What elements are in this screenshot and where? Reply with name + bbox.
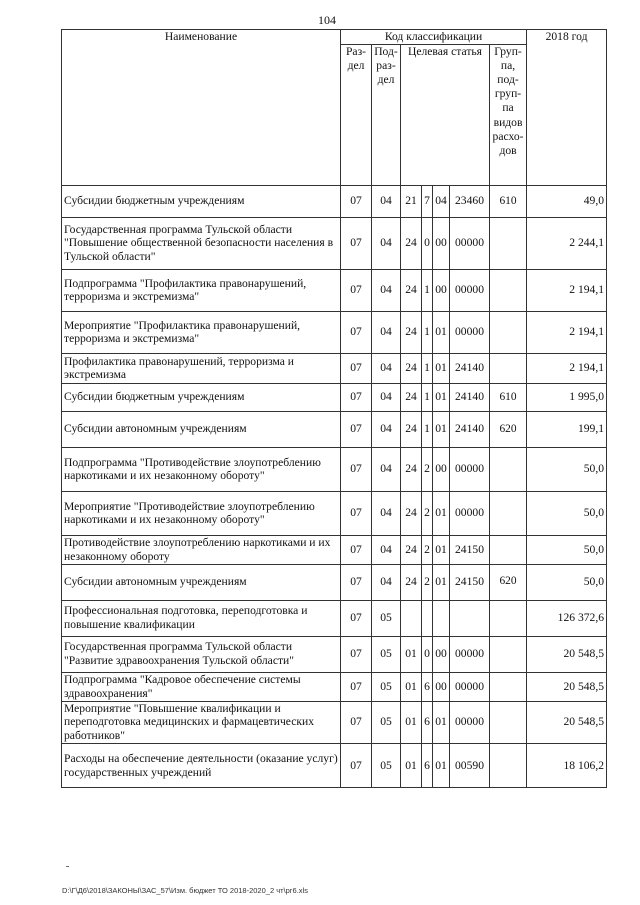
table-row <box>62 564 607 600</box>
row-target-direction: 24140 <box>450 411 490 447</box>
row-target-event: 01 <box>433 564 450 600</box>
row-target-event: 01 <box>433 411 450 447</box>
row-target-program: 01 <box>401 744 422 788</box>
row-target-direction <box>450 600 490 636</box>
table-row <box>62 269 607 311</box>
row-target-program: 24 <box>401 491 422 535</box>
table-row <box>62 491 607 535</box>
row-target-program: 01 <box>401 672 422 701</box>
page-number: 104 <box>318 13 336 27</box>
row-target-program: 24 <box>401 411 422 447</box>
row-target-program: 24 <box>401 383 422 411</box>
row-target-subprogram: 0 <box>422 636 433 672</box>
row-expense-group <box>490 217 527 269</box>
row-amount: 199,1 <box>527 411 607 447</box>
row-target-subprogram <box>422 600 433 636</box>
row-amount: 1 995,0 <box>527 383 607 411</box>
row-expense-group <box>490 672 527 701</box>
row-target-event: 01 <box>433 383 450 411</box>
row-target-event <box>433 600 450 636</box>
row-subsection: 04 <box>372 269 401 311</box>
row-name: Подпрограмма "Противодействие злоупотреблению наркотиками и их незаконному обороту" <box>62 447 341 491</box>
table-row <box>62 701 607 744</box>
row-expense-group: 620 <box>490 564 527 600</box>
table-row <box>62 217 607 269</box>
row-section: 07 <box>341 447 372 491</box>
row-section: 07 <box>341 535 372 564</box>
row-expense-group <box>490 636 527 672</box>
row-amount: 50,0 <box>527 535 607 564</box>
row-section: 07 <box>341 185 372 217</box>
row-target-direction: 00000 <box>450 672 490 701</box>
row-target-subprogram: 2 <box>422 535 433 564</box>
row-amount: 126 372,6 <box>527 600 607 636</box>
row-target-program: 24 <box>401 564 422 600</box>
row-target-subprogram: 1 <box>422 411 433 447</box>
row-target-direction: 00000 <box>450 491 490 535</box>
row-target-program: 01 <box>401 701 422 744</box>
row-name: Расходы на обеспечение деятельности (оказание услуг) государственных учреждений <box>62 744 341 788</box>
row-target-event: 00 <box>433 447 450 491</box>
row-section: 07 <box>341 411 372 447</box>
row-expense-group: 620 <box>490 411 527 447</box>
row-section: 07 <box>341 564 372 600</box>
row-section: 07 <box>341 383 372 411</box>
row-amount: 20 548,5 <box>527 636 607 672</box>
row-amount: 2 194,1 <box>527 353 607 383</box>
row-target-program: 24 <box>401 311 422 353</box>
row-target-direction: 24150 <box>450 535 490 564</box>
row-expense-group: 610 <box>490 383 527 411</box>
budget-table <box>61 29 607 788</box>
row-amount: 50,0 <box>527 491 607 535</box>
row-target-subprogram: 6 <box>422 744 433 788</box>
row-expense-group <box>490 535 527 564</box>
row-target-direction: 24150 <box>450 564 490 600</box>
row-name: Профилактика правонарушений, терроризма и экстремизма <box>62 353 341 383</box>
row-target-subprogram: 2 <box>422 491 433 535</box>
row-amount: 2 244,1 <box>527 217 607 269</box>
table-row <box>62 600 607 636</box>
row-target-direction: 24140 <box>450 383 490 411</box>
table-row <box>62 185 607 217</box>
row-subsection: 04 <box>372 564 401 600</box>
table-row <box>62 672 607 701</box>
row-target-direction: 00000 <box>450 636 490 672</box>
row-target-direction: 00000 <box>450 217 490 269</box>
row-subsection: 04 <box>372 411 401 447</box>
header-year: 2018 год <box>527 30 607 186</box>
table-row <box>62 353 607 383</box>
row-target-event: 01 <box>433 491 450 535</box>
row-subsection: 05 <box>372 672 401 701</box>
row-name: Государственная программа Тульской области "Повышение общественной безопасности населения в Тульской области" <box>62 217 341 269</box>
row-expense-group <box>490 269 527 311</box>
row-name: Государственная программа Тульской области "Развитие здравоохранения Тульской области" <box>62 636 341 672</box>
scan-mark <box>66 866 69 867</box>
row-target-event: 00 <box>433 269 450 311</box>
row-subsection: 04 <box>372 383 401 411</box>
row-target-event: 00 <box>433 217 450 269</box>
row-subsection: 04 <box>372 491 401 535</box>
row-expense-group <box>490 744 527 788</box>
header-name: Наименование <box>62 30 341 186</box>
row-subsection: 05 <box>372 636 401 672</box>
row-target-subprogram: 6 <box>422 701 433 744</box>
row-target-program: 24 <box>401 269 422 311</box>
row-name: Субсидии бюджетным учреждениям <box>62 185 341 217</box>
row-section: 07 <box>341 600 372 636</box>
row-target-direction: 24140 <box>450 353 490 383</box>
row-expense-group <box>490 701 527 744</box>
row-expense-group: 610 <box>490 185 527 217</box>
row-expense-group <box>490 353 527 383</box>
header-target-article: Целевая статья <box>401 44 490 185</box>
row-target-subprogram: 2 <box>422 447 433 491</box>
table-row <box>62 311 607 353</box>
row-target-subprogram: 1 <box>422 311 433 353</box>
table-row <box>62 411 607 447</box>
row-section: 07 <box>341 353 372 383</box>
row-target-subprogram: 0 <box>422 217 433 269</box>
row-expense-group <box>490 600 527 636</box>
row-expense-group <box>490 311 527 353</box>
footer-file-path: D:\Г\Д6\2018\ЗАКОНЫ\ЗАС_57\Изм. бюджет ТО 2018-2020_2 чт\рг6.xls <box>62 886 308 895</box>
row-section: 07 <box>341 744 372 788</box>
row-expense-group <box>490 447 527 491</box>
row-target-subprogram: 2 <box>422 564 433 600</box>
row-subsection: 04 <box>372 353 401 383</box>
row-target-event: 01 <box>433 311 450 353</box>
row-target-event: 01 <box>433 744 450 788</box>
row-target-event: 04 <box>433 185 450 217</box>
row-subsection: 04 <box>372 185 401 217</box>
row-section: 07 <box>341 269 372 311</box>
row-name: Подпрограмма "Профилактика правонарушений, терроризма и экстремизма" <box>62 269 341 311</box>
row-target-program: 01 <box>401 636 422 672</box>
row-amount: 20 548,5 <box>527 701 607 744</box>
row-target-program: 24 <box>401 535 422 564</box>
row-amount: 50,0 <box>527 447 607 491</box>
row-subsection: 05 <box>372 701 401 744</box>
table-body <box>62 185 607 787</box>
row-subsection: 04 <box>372 535 401 564</box>
row-target-event: 00 <box>433 636 450 672</box>
row-target-program: 24 <box>401 217 422 269</box>
row-amount: 50,0 <box>527 564 607 600</box>
row-section: 07 <box>341 217 372 269</box>
row-target-event: 01 <box>433 701 450 744</box>
row-name: Мероприятие "Противодействие злоупотреблению наркотиками и их незаконному обороту" <box>62 491 341 535</box>
row-target-direction: 00000 <box>450 311 490 353</box>
row-name: Мероприятие "Профилактика правонарушений, терроризма и экстремизма" <box>62 311 341 353</box>
row-target-event: 01 <box>433 535 450 564</box>
row-name: Мероприятие "Повышение квалификации и переподготовка медицинских и фармацевтических работников" <box>62 701 341 744</box>
row-target-program: 24 <box>401 353 422 383</box>
row-name: Субсидии автономным учреждениям <box>62 411 341 447</box>
row-target-direction: 23460 <box>450 185 490 217</box>
row-amount: 20 548,5 <box>527 672 607 701</box>
row-target-subprogram: 7 <box>422 185 433 217</box>
row-target-program: 24 <box>401 447 422 491</box>
row-target-program <box>401 600 422 636</box>
row-section: 07 <box>341 311 372 353</box>
row-subsection: 05 <box>372 744 401 788</box>
row-target-direction: 00000 <box>450 269 490 311</box>
row-name: Субсидии автономным учреждениям <box>62 564 341 600</box>
row-subsection: 05 <box>372 600 401 636</box>
row-subsection: 04 <box>372 311 401 353</box>
row-target-subprogram: 6 <box>422 672 433 701</box>
row-name: Подпрограмма "Кадровое обеспечение системы здравоохранения" <box>62 672 341 701</box>
row-amount: 49,0 <box>527 185 607 217</box>
row-name: Профессиональная подготовка, переподготовка и повышение квалификации <box>62 600 341 636</box>
header-section: Раз- дел <box>341 44 372 185</box>
row-subsection: 04 <box>372 217 401 269</box>
row-name: Противодействие злоупотреблению наркотиками и их незаконному обороту <box>62 535 341 564</box>
row-name: Субсидии бюджетным учреждениям <box>62 383 341 411</box>
row-target-direction: 00000 <box>450 447 490 491</box>
table-row <box>62 744 607 788</box>
row-amount: 18 106,2 <box>527 744 607 788</box>
row-section: 07 <box>341 491 372 535</box>
table-row <box>62 535 607 564</box>
row-section: 07 <box>341 701 372 744</box>
row-target-program: 21 <box>401 185 422 217</box>
row-target-subprogram: 1 <box>422 353 433 383</box>
table-row <box>62 447 607 491</box>
row-target-event: 01 <box>433 353 450 383</box>
row-target-direction: 00000 <box>450 701 490 744</box>
row-section: 07 <box>341 672 372 701</box>
header-expense-group: Груп- па, под- груп- па видов расхо- дов <box>490 44 527 185</box>
row-target-event: 00 <box>433 672 450 701</box>
row-subsection: 04 <box>372 447 401 491</box>
row-target-subprogram: 1 <box>422 269 433 311</box>
row-target-subprogram: 1 <box>422 383 433 411</box>
row-target-direction: 00590 <box>450 744 490 788</box>
row-amount: 2 194,1 <box>527 311 607 353</box>
table-row <box>62 383 607 411</box>
row-amount: 2 194,1 <box>527 269 607 311</box>
header-subsection: Под- раз- дел <box>372 44 401 185</box>
table-row <box>62 636 607 672</box>
row-section: 07 <box>341 636 372 672</box>
row-expense-group <box>490 491 527 535</box>
header-code-classification: Код классификации <box>341 30 527 45</box>
